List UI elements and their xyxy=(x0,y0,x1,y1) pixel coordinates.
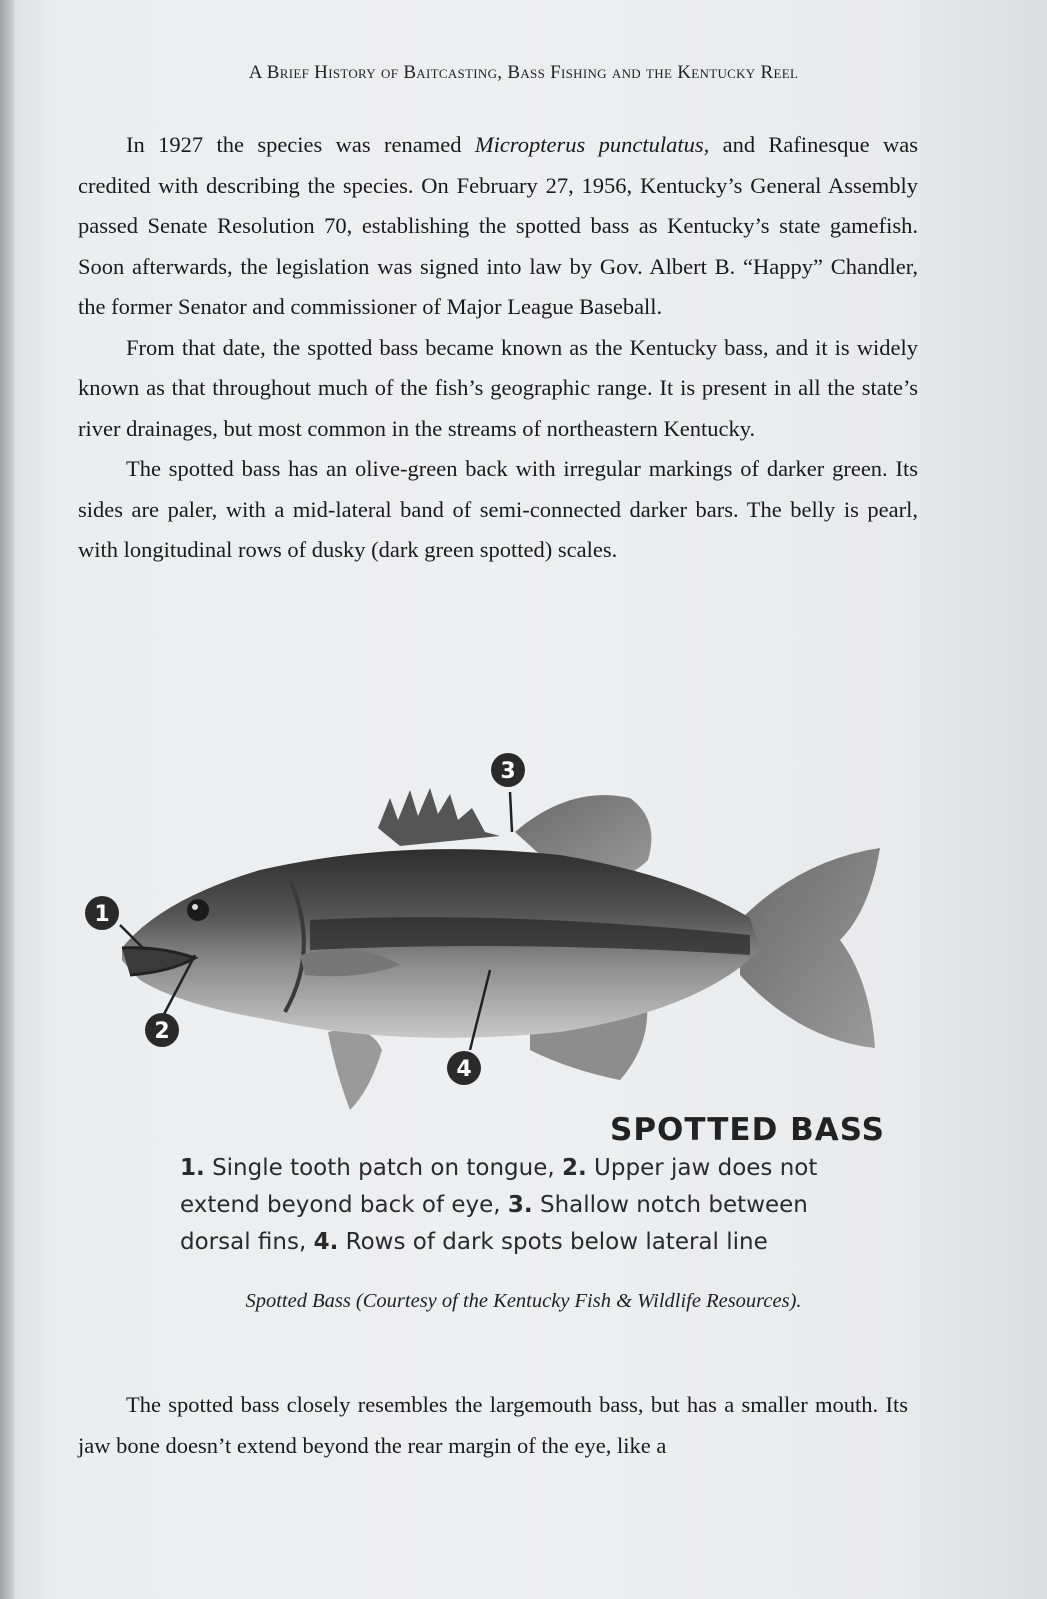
legend-num-1: 1. xyxy=(180,1155,205,1181)
spiny-dorsal-fin xyxy=(378,788,500,846)
page-edge xyxy=(0,0,14,1599)
figure-title: SPOTTED BASS xyxy=(610,1112,885,1148)
paragraph-1 xyxy=(78,125,918,328)
marker-2 xyxy=(145,1013,179,1047)
legend-text-1: Single tooth patch on tongue, xyxy=(212,1155,555,1181)
legend-num-3: 3. xyxy=(507,1192,533,1218)
paragraph-2 xyxy=(78,328,918,450)
running-head: A Brief History of Baitcasting, Bass Fishing and the Kentucky Reel xyxy=(248,62,799,83)
figure-legend xyxy=(180,1150,880,1261)
marker-4 xyxy=(447,1051,481,1085)
paragraph-2-text: From that date, the spotted bass became known as the Kentucky bass, and it is widely known as that throughout much of the fish’s geographic range. It is present in all the state’s river drainages, but most common in the streams of northeastern Kentucky. xyxy=(78,334,918,441)
figure-caption: Spotted Bass (Courtesy of the Kentucky Fish & Wildlife Resources). xyxy=(245,1290,802,1312)
fish-eye xyxy=(187,899,209,921)
pelvic-fin xyxy=(328,1029,382,1110)
svg-text:3: 3 xyxy=(500,759,516,784)
legend-text-4: Rows of dark spots below lateral line xyxy=(345,1229,768,1255)
spotted-bass-illustration xyxy=(94,750,920,1150)
paragraph-1-text-a: In 1927 the species was renamed xyxy=(126,132,475,157)
tail-fin xyxy=(740,848,880,1048)
svg-text:2: 2 xyxy=(154,1019,170,1044)
body-text-top xyxy=(78,125,918,571)
svg-text:4: 4 xyxy=(456,1057,472,1082)
legend-num-2: 2. xyxy=(561,1155,587,1181)
paragraph-4-text: The spotted bass closely resembles the largemouth bass, but has a smaller mouth. Its jaw bone doesn’t extend beyond the rear margin of the eye, like a xyxy=(78,1392,908,1458)
species-name: Micropterus punctulatus, xyxy=(474,132,710,157)
legend-text-3: Shallow notch between dorsal fins, xyxy=(180,1192,808,1255)
paragraph-1-text-b: and Rafinesque was credited with describing the species. On February 27, 1956, Kentucky’s General Assembly passed Senate Resolution 70, establishing the spotted bass as Kentucky’s state gamefish. Soon afterwards, the legislation was signed into law by Gov. Albert B. “Happy” Chandler, the former Senator and commissioner of Major League Baseball. xyxy=(78,132,918,319)
paragraph-3 xyxy=(78,449,918,571)
marker-1 xyxy=(85,896,119,930)
body-text-bottom xyxy=(78,1385,908,1466)
svg-text:1: 1 xyxy=(94,902,110,927)
legend-text-2: Upper jaw does not extend beyond back of eye, xyxy=(180,1155,818,1218)
paragraph-4 xyxy=(78,1385,908,1466)
marker-3 xyxy=(491,753,525,787)
paragraph-3-text: The spotted bass has an olive-green back with irregular markings of darker green. Its sides are paler, with a mid-lateral band of semi-connected darker bars. The belly is pearl, with longitudinal rows of dusky (dark green spotted) scales. xyxy=(78,456,918,562)
legend-num-4: 4. xyxy=(313,1229,339,1255)
